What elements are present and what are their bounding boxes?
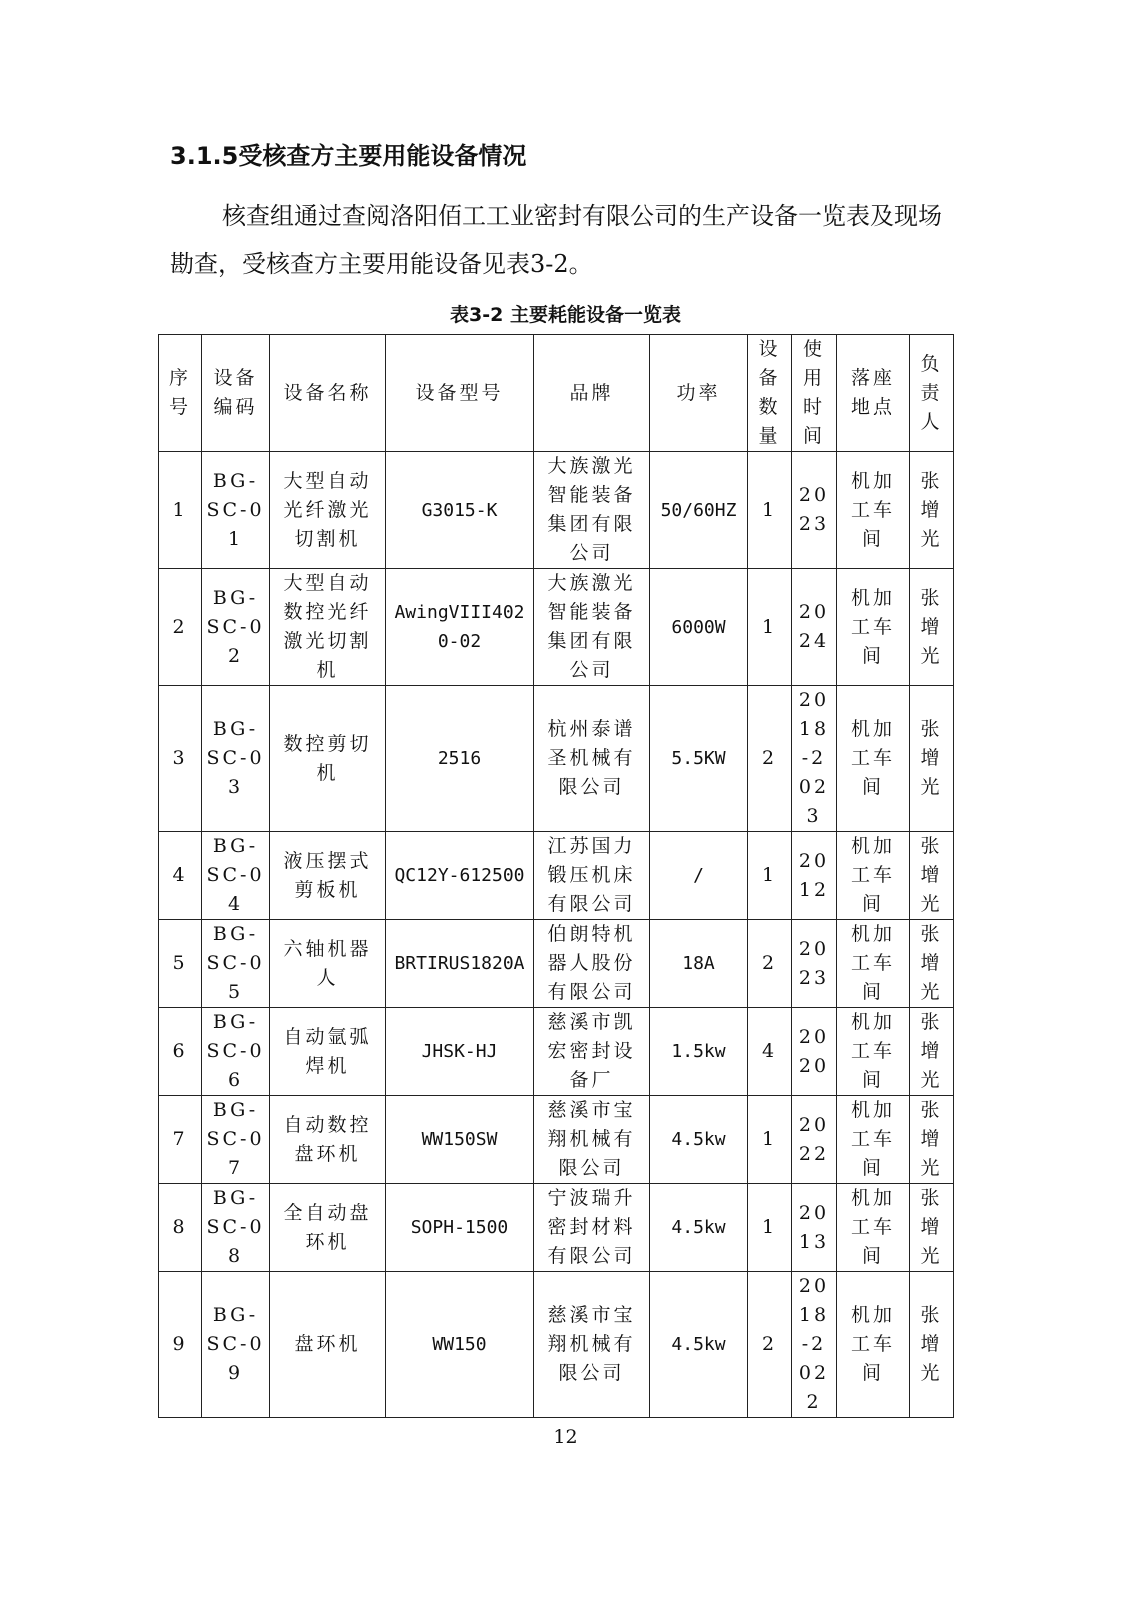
cell-brand: 江苏国力锻压机床有限公司 [534, 832, 650, 920]
cell-power: 6000W [650, 569, 748, 686]
cell-power: 4.5kw [650, 1184, 748, 1272]
cell-model: JHSK-HJ [386, 1008, 534, 1096]
cell-name: 大型自动光纤激光切割机 [270, 452, 386, 569]
cell-location: 机加工车间 [837, 452, 910, 569]
cell-name: 自动数控盘环机 [270, 1096, 386, 1184]
cell-brand: 伯朗特机器人股份有限公司 [534, 920, 650, 1008]
header-year: 使用时间 [792, 335, 837, 452]
table-header-row [159, 335, 954, 452]
cell-name: 自动氩弧焊机 [270, 1008, 386, 1096]
table-caption: 表3-2 主要耗能设备一览表 [450, 304, 681, 326]
cell-brand: 慈溪市宝翔机械有限公司 [534, 1272, 650, 1418]
header-power: 功率 [650, 335, 748, 452]
table-row [159, 452, 954, 569]
cell-code: BG-SC-01 [202, 452, 270, 569]
cell-year: 2024 [792, 569, 837, 686]
cell-owner: 张增光 [910, 920, 954, 1008]
cell-brand: 慈溪市凯宏密封设备厂 [534, 1008, 650, 1096]
cell-code: BG-SC-02 [202, 569, 270, 686]
cell-model: SOPH-1500 [386, 1184, 534, 1272]
cell-code: BG-SC-07 [202, 1096, 270, 1184]
cell-year: 2023 [792, 452, 837, 569]
cell-qty: 2 [748, 920, 792, 1008]
cell-power: 18A [650, 920, 748, 1008]
table-row [159, 686, 954, 832]
body-paragraph: 核查组通过查阅洛阳佰工工业密封有限公司的生产设备一览表及现场勘查，受核查方主要用能设备见表3-2。 [170, 202, 942, 278]
cell-brand: 大族激光智能装备集团有限公司 [534, 452, 650, 569]
cell-no: 4 [159, 832, 202, 920]
cell-model: WW150 [386, 1272, 534, 1418]
cell-location: 机加工车间 [837, 569, 910, 686]
section-heading: 3.1.5受核查方主要用能设备情况 [170, 142, 527, 170]
cell-qty: 2 [748, 1272, 792, 1418]
cell-power: 50/60HZ [650, 452, 748, 569]
cell-power: 4.5kw [650, 1096, 748, 1184]
cell-no: 9 [159, 1272, 202, 1418]
cell-owner: 张增光 [910, 832, 954, 920]
header-brand: 品牌 [534, 335, 650, 452]
cell-qty: 2 [748, 686, 792, 832]
equipment-table [158, 334, 954, 1418]
header-model: 设备型号 [386, 335, 534, 452]
cell-model: BRTIRUS1820A [386, 920, 534, 1008]
cell-owner: 张增光 [910, 686, 954, 832]
cell-owner: 张增光 [910, 452, 954, 569]
table-row [159, 1184, 954, 1272]
cell-year: 2023 [792, 920, 837, 1008]
cell-code: BG-SC-09 [202, 1272, 270, 1418]
cell-brand: 慈溪市宝翔机械有限公司 [534, 1096, 650, 1184]
cell-model: G3015-K [386, 452, 534, 569]
cell-no: 8 [159, 1184, 202, 1272]
cell-code: BG-SC-03 [202, 686, 270, 832]
cell-code: BG-SC-05 [202, 920, 270, 1008]
cell-power: 5.5KW [650, 686, 748, 832]
cell-model: QC12Y-612500 [386, 832, 534, 920]
cell-location: 机加工车间 [837, 832, 910, 920]
header-location: 落座地点 [837, 335, 910, 452]
cell-brand: 杭州泰谱圣机械有限公司 [534, 686, 650, 832]
cell-owner: 张增光 [910, 569, 954, 686]
cell-owner: 张增光 [910, 1008, 954, 1096]
cell-name: 盘环机 [270, 1272, 386, 1418]
cell-qty: 1 [748, 1184, 792, 1272]
cell-code: BG-SC-08 [202, 1184, 270, 1272]
cell-year: 2012 [792, 832, 837, 920]
cell-location: 机加工车间 [837, 1008, 910, 1096]
header-name: 设备名称 [270, 335, 386, 452]
cell-qty: 1 [748, 452, 792, 569]
cell-no: 7 [159, 1096, 202, 1184]
cell-name: 全自动盘环机 [270, 1184, 386, 1272]
cell-power: / [650, 832, 748, 920]
cell-model: AwingVIII4020-02 [386, 569, 534, 686]
cell-brand: 宁波瑞升密封材料有限公司 [534, 1184, 650, 1272]
header-code: 设备编码 [202, 335, 270, 452]
cell-model: 2516 [386, 686, 534, 832]
cell-no: 6 [159, 1008, 202, 1096]
table-row [159, 1272, 954, 1418]
cell-location: 机加工车间 [837, 1272, 910, 1418]
cell-name: 六轴机器人 [270, 920, 386, 1008]
cell-code: BG-SC-06 [202, 1008, 270, 1096]
header-no: 序号 [159, 335, 202, 452]
cell-no: 3 [159, 686, 202, 832]
header-qty: 设备数量 [748, 335, 792, 452]
cell-year: 2018-2023 [792, 686, 837, 832]
cell-year: 2013 [792, 1184, 837, 1272]
cell-name: 大型自动数控光纤激光切割机 [270, 569, 386, 686]
cell-year: 2020 [792, 1008, 837, 1096]
table-row [159, 569, 954, 686]
cell-owner: 张增光 [910, 1184, 954, 1272]
page-number: 12 [553, 1426, 578, 1448]
table-row [159, 1008, 954, 1096]
table-row [159, 1096, 954, 1184]
cell-brand: 大族激光智能装备集团有限公司 [534, 569, 650, 686]
cell-code: BG-SC-04 [202, 832, 270, 920]
cell-power: 1.5kw [650, 1008, 748, 1096]
cell-qty: 1 [748, 832, 792, 920]
cell-model: WW150SW [386, 1096, 534, 1184]
cell-location: 机加工车间 [837, 686, 910, 832]
cell-power: 4.5kw [650, 1272, 748, 1418]
cell-name: 数控剪切机 [270, 686, 386, 832]
cell-qty: 1 [748, 569, 792, 686]
table-row [159, 920, 954, 1008]
cell-location: 机加工车间 [837, 1096, 910, 1184]
cell-owner: 张增光 [910, 1272, 954, 1418]
cell-no: 2 [159, 569, 202, 686]
header-owner: 负责人 [910, 335, 954, 452]
cell-qty: 1 [748, 1096, 792, 1184]
cell-location: 机加工车间 [837, 1184, 910, 1272]
cell-no: 1 [159, 452, 202, 569]
cell-year: 2022 [792, 1096, 837, 1184]
cell-qty: 4 [748, 1008, 792, 1096]
cell-location: 机加工车间 [837, 920, 910, 1008]
cell-year: 2018-2022 [792, 1272, 837, 1418]
cell-no: 5 [159, 920, 202, 1008]
cell-owner: 张增光 [910, 1096, 954, 1184]
table-row [159, 832, 954, 920]
cell-name: 液压摆式剪板机 [270, 832, 386, 920]
